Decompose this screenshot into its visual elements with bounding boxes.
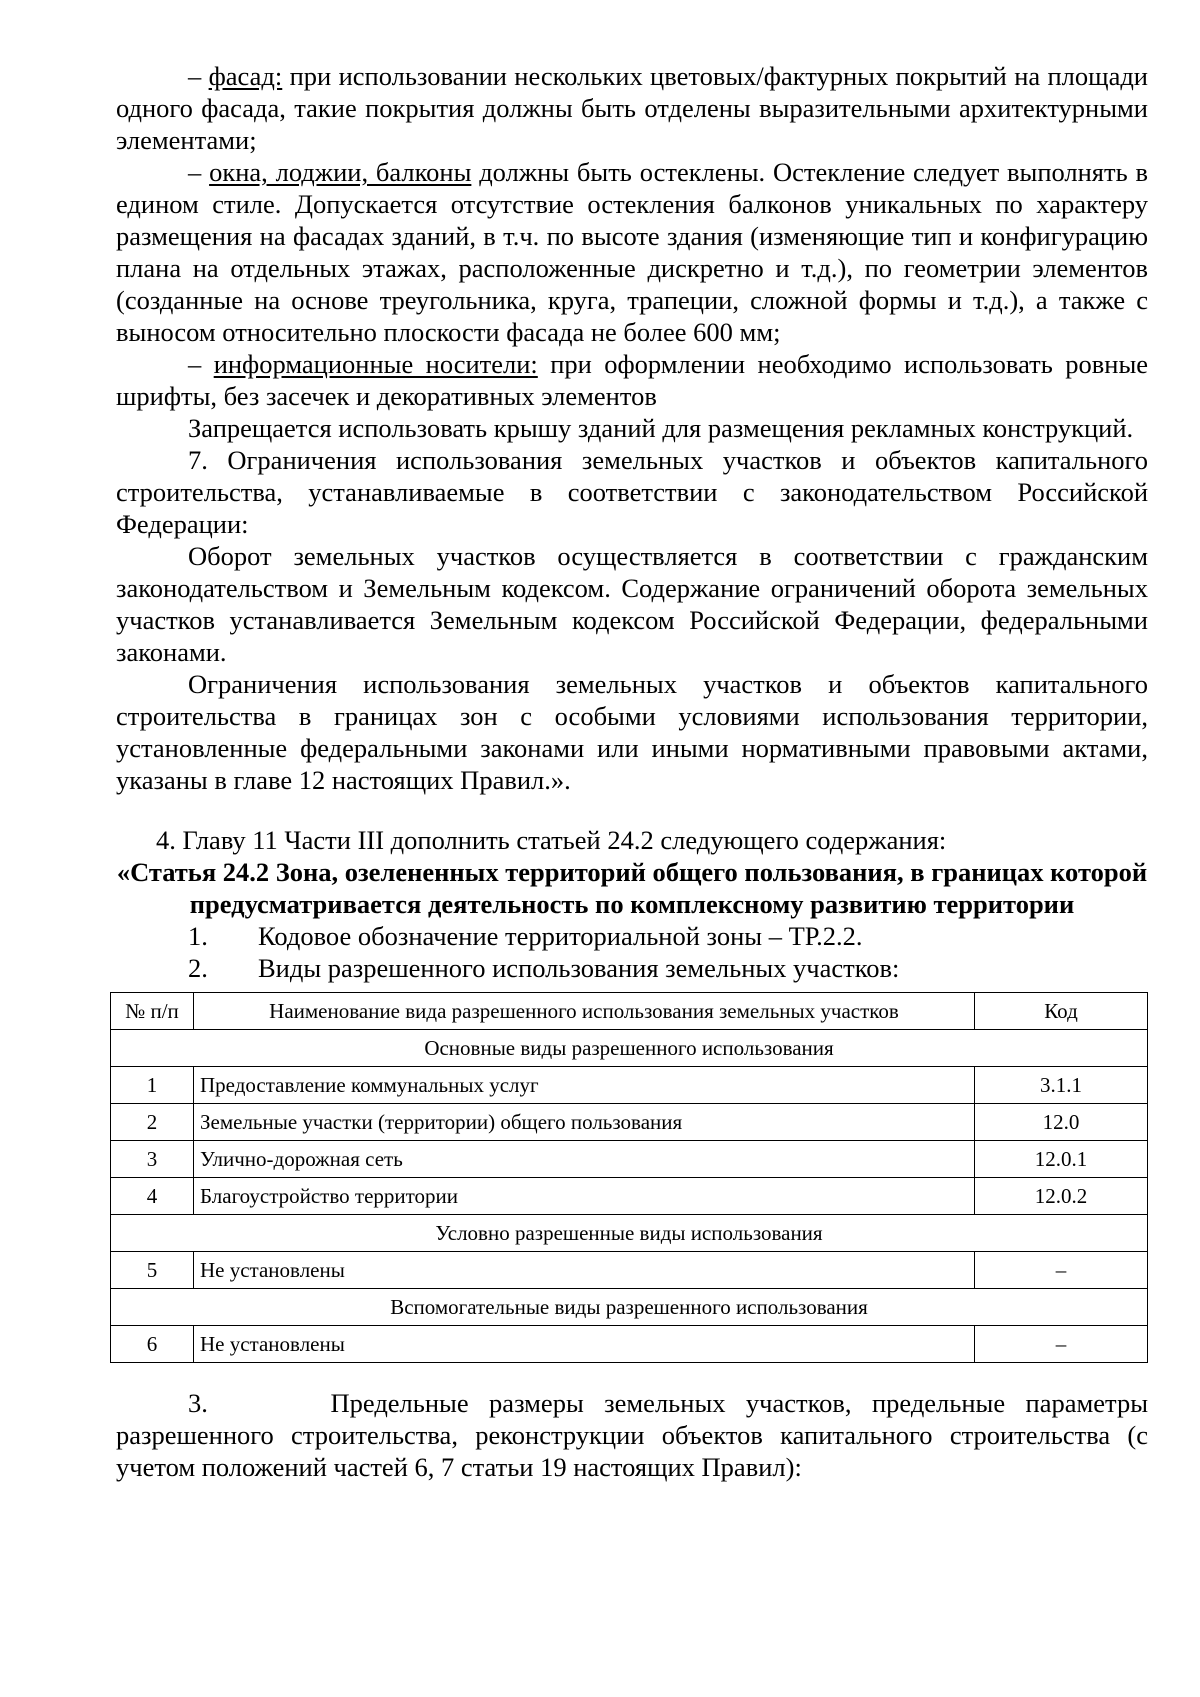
table-row — [111, 1104, 1148, 1141]
row-num: 4 — [111, 1178, 194, 1215]
row-num: 2 — [111, 1104, 194, 1141]
row-name: Улично-дорожная сеть — [194, 1141, 975, 1178]
table-header-row — [111, 993, 1148, 1030]
table-row — [111, 1067, 1148, 1104]
list-item-number: 2. — [188, 953, 208, 983]
table-row — [111, 1326, 1148, 1363]
item3-text: Предельные размеры земельных участков, предельные параметры разрешенного строительства, реконструкции объектов капитального строительства (с учетом положений частей 6, 7 статьи 19 настоящих Правил): — [116, 1388, 1149, 1482]
row-num: 5 — [111, 1252, 194, 1289]
table-row — [111, 1178, 1148, 1215]
row-num: 3 — [111, 1141, 194, 1178]
windows-paragraph: – окна, лоджии, балконы должны быть остеклены. Остекление следует выполнять в едином стиле. Допускается отсутствие остекления балконов уникальных по характеру размещения на фасадах зданий, в т.ч. по высоте здания (изменяющие тип и конфигурацию плана на отдельных этажах, расположенные дискретно и т.д.), по геометрии элементов (созданные на основе треугольника, круга, трапеции, сложной формы и т.д.), а также с выносом относительно плоскости фасада не более 600 мм; — [116, 157, 1148, 347]
list-item-text: Кодовое обозначение территориальной зоны – ТР.2.2. — [258, 921, 863, 951]
row-code: 12.0 — [975, 1104, 1148, 1141]
item4-paragraph: 4. Главу 11 Части III дополнить статьей 24.2 следующего содержания: — [156, 825, 947, 855]
row-name: Не установлены — [194, 1252, 975, 1289]
facade-text: при использовании нескольких цветовых/фактурных покрытий на площади одного фасада, такие покрытия должны быть отделены выразительными архитектурными элементами; — [116, 61, 1148, 155]
spacer — [116, 796, 1148, 824]
item3-paragraph — [116, 1387, 1148, 1483]
facade-term: фасад: — [208, 61, 283, 91]
list-item — [116, 920, 1148, 952]
row-name: Земельные участки (территории) общего пользования — [194, 1104, 975, 1141]
info-term: информационные носители: — [213, 349, 538, 379]
row-num: 6 — [111, 1326, 194, 1363]
table-group-row — [111, 1289, 1148, 1326]
table-row — [111, 1141, 1148, 1178]
facade-paragraph: – фасад: при использовании нескольких цветовых/фактурных покрытий на площади одного фасада, такие покрытия должны быть отделены выразительными архитектурными элементами; — [116, 61, 1148, 155]
row-name: Не установлены — [194, 1326, 975, 1363]
article-heading: «Статья 24.2 Зона, озелененных территорий общего пользования, в границах которой предусматривается деятельность по комплексному развитию территории — [116, 857, 1148, 919]
item3-number: 3. — [188, 1388, 208, 1418]
row-name: Предоставление коммунальных услуг — [194, 1067, 975, 1104]
roof-paragraph: Запрещается использовать крышу зданий для размещения рекламных конструкций. — [188, 413, 1134, 443]
usage-kinds-table — [110, 992, 1148, 1363]
row-name: Благоустройство территории — [194, 1178, 975, 1215]
row-num: 1 — [111, 1067, 194, 1104]
row-code: – — [975, 1326, 1148, 1363]
list-item — [116, 952, 1148, 984]
windows-text: должны быть остеклены. Остекление следует выполнять в едином стиле. Допускается отсутствие остекления балконов уникальных по характеру размещения на фасадах зданий, в т.ч. по высоте здания (изменяющие тип и конфигурацию плана на отдельных этажах, расположенные дискретно и т.д.), по геометрии элементов (созданные на основе треугольника, круга, трапеции, сложной формы и т.д.), а также с выносом относительно плоскости фасада не более 600 мм; — [116, 157, 1148, 347]
header-code: Код — [975, 993, 1148, 1030]
group-conditional-label: Условно разрешенные виды использования — [111, 1215, 1148, 1252]
info-paragraph: – информационные носители: при оформлении необходимо использовать ровные шрифты, без засечек и декоративных элементов — [116, 349, 1149, 411]
table-group-row — [111, 1030, 1148, 1067]
table-group-row — [111, 1215, 1148, 1252]
row-code: 12.0.1 — [975, 1141, 1148, 1178]
row-code: 12.0.2 — [975, 1178, 1148, 1215]
header-name: Наименование вида разрешенного использования земельных участков — [194, 993, 975, 1030]
group-main-label: Основные виды разрешенного использования — [111, 1030, 1148, 1067]
list-item-text: Виды разрешенного использования земельных участков: — [258, 953, 900, 983]
row-code: – — [975, 1252, 1148, 1289]
row-code: 3.1.1 — [975, 1067, 1148, 1104]
info-text: при оформлении необходимо использовать ровные шрифты, без засечек и декоративных элементов — [116, 349, 1149, 411]
document-page — [116, 60, 1148, 1483]
group-auxiliary-label: Вспомогательные виды разрешенного использования — [111, 1289, 1148, 1326]
table-row — [111, 1252, 1148, 1289]
header-num: № п/п — [111, 993, 194, 1030]
limits-paragraph: Ограничения использования земельных участков и объектов капитального строительства в границах зон с особыми условиями использования территории, установленные федеральными законами или иными нормативными правовыми актами, указаны в главе 12 настоящих Правил.». — [116, 669, 1148, 795]
list-item-number: 1. — [188, 921, 208, 951]
windows-term: окна, лоджии, балконы — [209, 157, 472, 187]
turnover-paragraph: Оборот земельных участков осуществляется в соответствии с гражданским законодательством и Земельным кодексом. Содержание ограничений оборота земельных участков устанавливается Земельным кодексом Российской Федерации, федеральными законами. — [116, 541, 1148, 667]
item7-paragraph: 7. Ограничения использования земельных участков и объектов капитального строительства, устанавливаемые в соответствии с законодательством Российской Федерации: — [116, 445, 1148, 539]
